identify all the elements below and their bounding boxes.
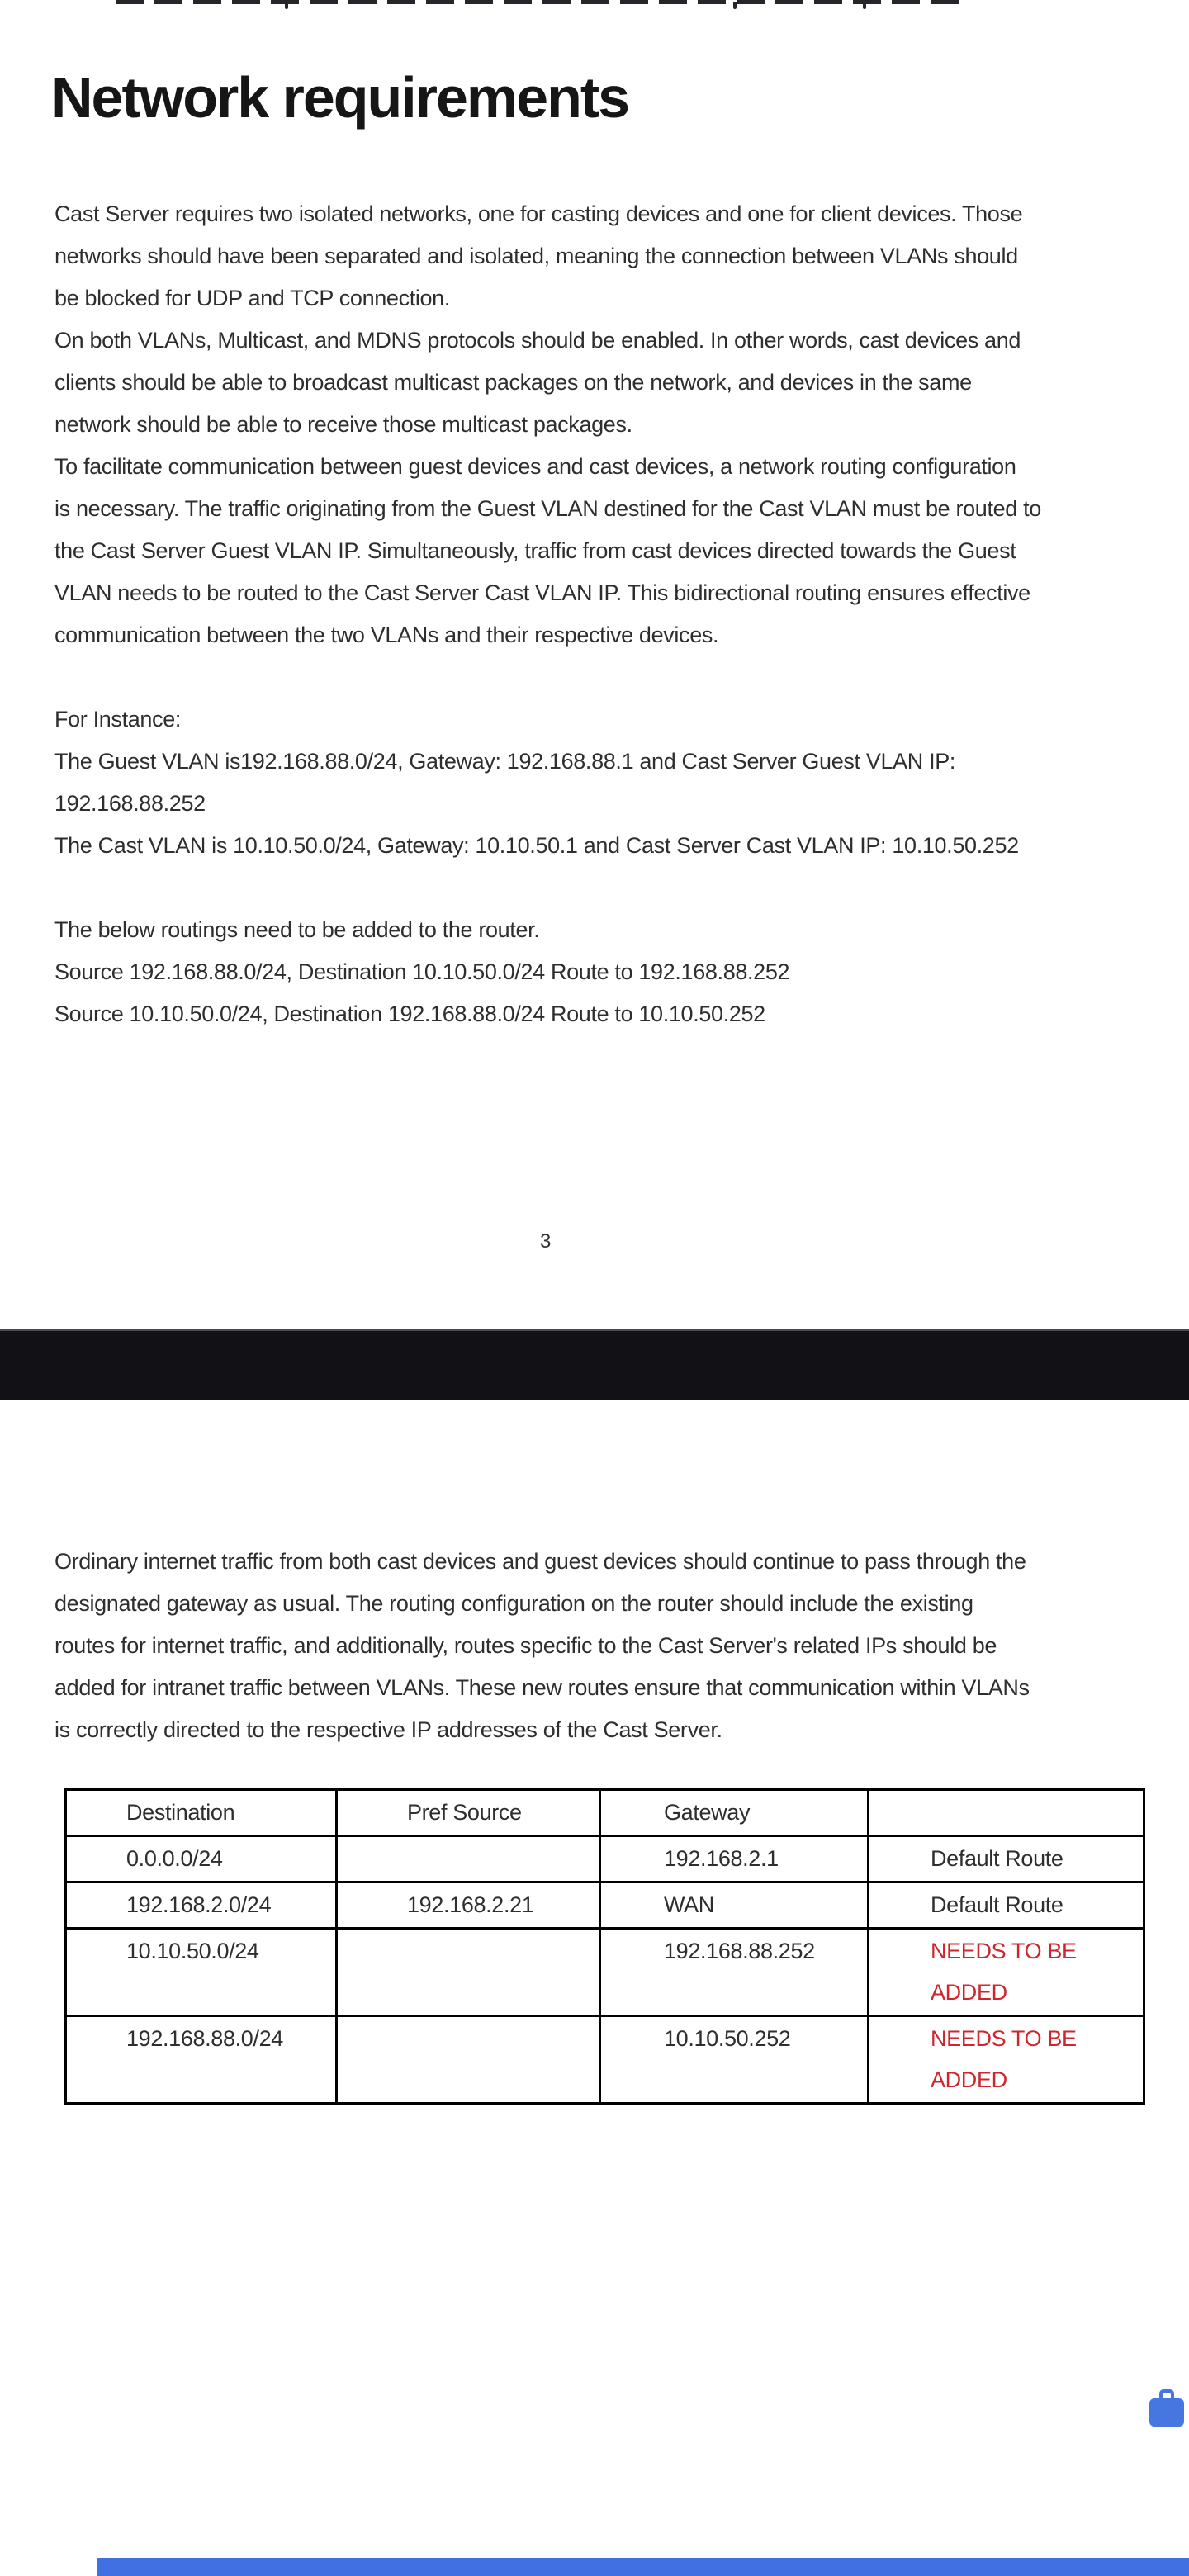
text-line: routes for internet traffic, and additionally, routes specific to the Cast Server's related IPs should be [54,1633,997,1658]
routing-table-header [66,1790,1144,1836]
routing-table [64,1788,1145,2105]
table-cell: 192.168.2.21 [337,1882,600,1929]
briefcase-icon [1149,2389,1184,2422]
table-cell: 192.168.2.0/24 [66,1882,337,1929]
text-descender [285,2,288,9]
text-line: The Guest VLAN is192.168.88.0/24, Gateway: 192.168.88.1 and Cast Server Guest VLAN IP: [54,749,956,774]
text-line: the Cast Server Guest VLAN IP. Simultaneously, traffic from cast devices directed towards the Guest [54,538,1016,563]
page-title: Network requirements [51,65,629,130]
table-row [66,1882,1144,1929]
text-line: network should be able to receive those multicast packages. [54,412,632,437]
intro-paragraphs [54,193,1161,656]
table-cell: 10.10.50.252 [600,2016,869,2104]
table-cell [337,1929,600,2016]
table-cell [337,2016,600,2104]
table-header-cell: Gateway [600,1790,869,1836]
text-line: communication between the two VLANs and their respective devices. [54,623,719,647]
internet-traffic-paragraph [54,1541,1161,1751]
table-cell: 0.0.0.0/24 [66,1836,337,1882]
table-cell [337,1836,600,1882]
table-cell: Default Route [869,1882,1144,1929]
text-descender [733,2,737,9]
text-line: The Cast VLAN is 10.10.50.0/24, Gateway: 10.10.50.1 and Cast Server Cast VLAN IP: 10.10.50.252 [54,833,1019,858]
table-row [66,1836,1144,1882]
table-cell: NEEDS TO BE ADDED [869,2016,1144,2104]
text-line: Cast Server requires two isolated networks, one for casting devices and one for client devices. Those [54,201,1023,226]
text-line: The below routings need to be added to the router. [54,917,540,942]
table-cell: 10.10.50.0/24 [66,1929,337,2016]
table-cell: NEEDS TO BE ADDED [869,1929,1144,2016]
text-line: Source 10.10.50.0/24, Destination 192.168.88.0/24 Route to 10.10.50.252 [54,1002,765,1026]
routing-table-body [66,1836,1144,2104]
text-line: clients should be able to broadcast multicast packages on the network, and devices in the same [54,370,972,395]
bottom-blue-bar [97,2558,1189,2576]
text-line: Ordinary internet traffic from both cast devices and guest devices should continue to pass through the [54,1549,1026,1574]
text-line: VLAN needs to be routed to the Cast Server Cast VLAN IP. This bidirectional routing ensures effective [54,580,1030,605]
table-header-row [66,1790,1144,1836]
text-line: designated gateway as usual. The routing configuration on the router should include the existing [54,1591,973,1616]
table-header-cell [869,1790,1144,1836]
table-header-cell: Destination [66,1790,337,1836]
briefcase-body [1149,2398,1184,2427]
text-line: be blocked for UDP and TCP connection. [54,286,451,310]
text-line: 192.168.88.252 [54,791,206,816]
table-cell: 192.168.88.252 [600,1929,869,2016]
clipped-previous-page-text [116,0,959,4]
table-header-cell: Pref Source [337,1790,600,1836]
table-cell: WAN [600,1882,869,1929]
text-line: networks should have been separated and isolated, meaning the connection between VLANs should [54,244,1018,268]
routing-instructions [54,909,1161,1035]
page-number: 3 [540,1230,552,1252]
text-descender [863,2,866,9]
text-line: Source 192.168.88.0/24, Destination 10.10.50.0/24 Route to 192.168.88.252 [54,959,790,984]
text-line: On both VLANs, Multicast, and MDNS protocols should be enabled. In other words, cast devices and [54,328,1021,353]
table-cell: 192.168.2.1 [600,1836,869,1882]
page-separator [0,1329,1189,1400]
table-row [66,1929,1144,2016]
text-line: added for intranet traffic between VLANs. These new routes ensure that communication within VLANs [54,1675,1030,1700]
table-cell: Default Route [869,1836,1144,1882]
table-row [66,2016,1144,2104]
text-line: is correctly directed to the respective IP addresses of the Cast Server. [54,1717,722,1742]
text-line: is necessary. The traffic originating from the Guest VLAN destined for the Cast VLAN must be routed to [54,496,1041,521]
example-paragraph [54,698,1161,867]
table-cell: 192.168.88.0/24 [66,2016,337,2104]
text-line: To facilitate communication between guest devices and cast devices, a network routing configuration [54,454,1016,479]
text-line: For Instance: [54,707,182,732]
